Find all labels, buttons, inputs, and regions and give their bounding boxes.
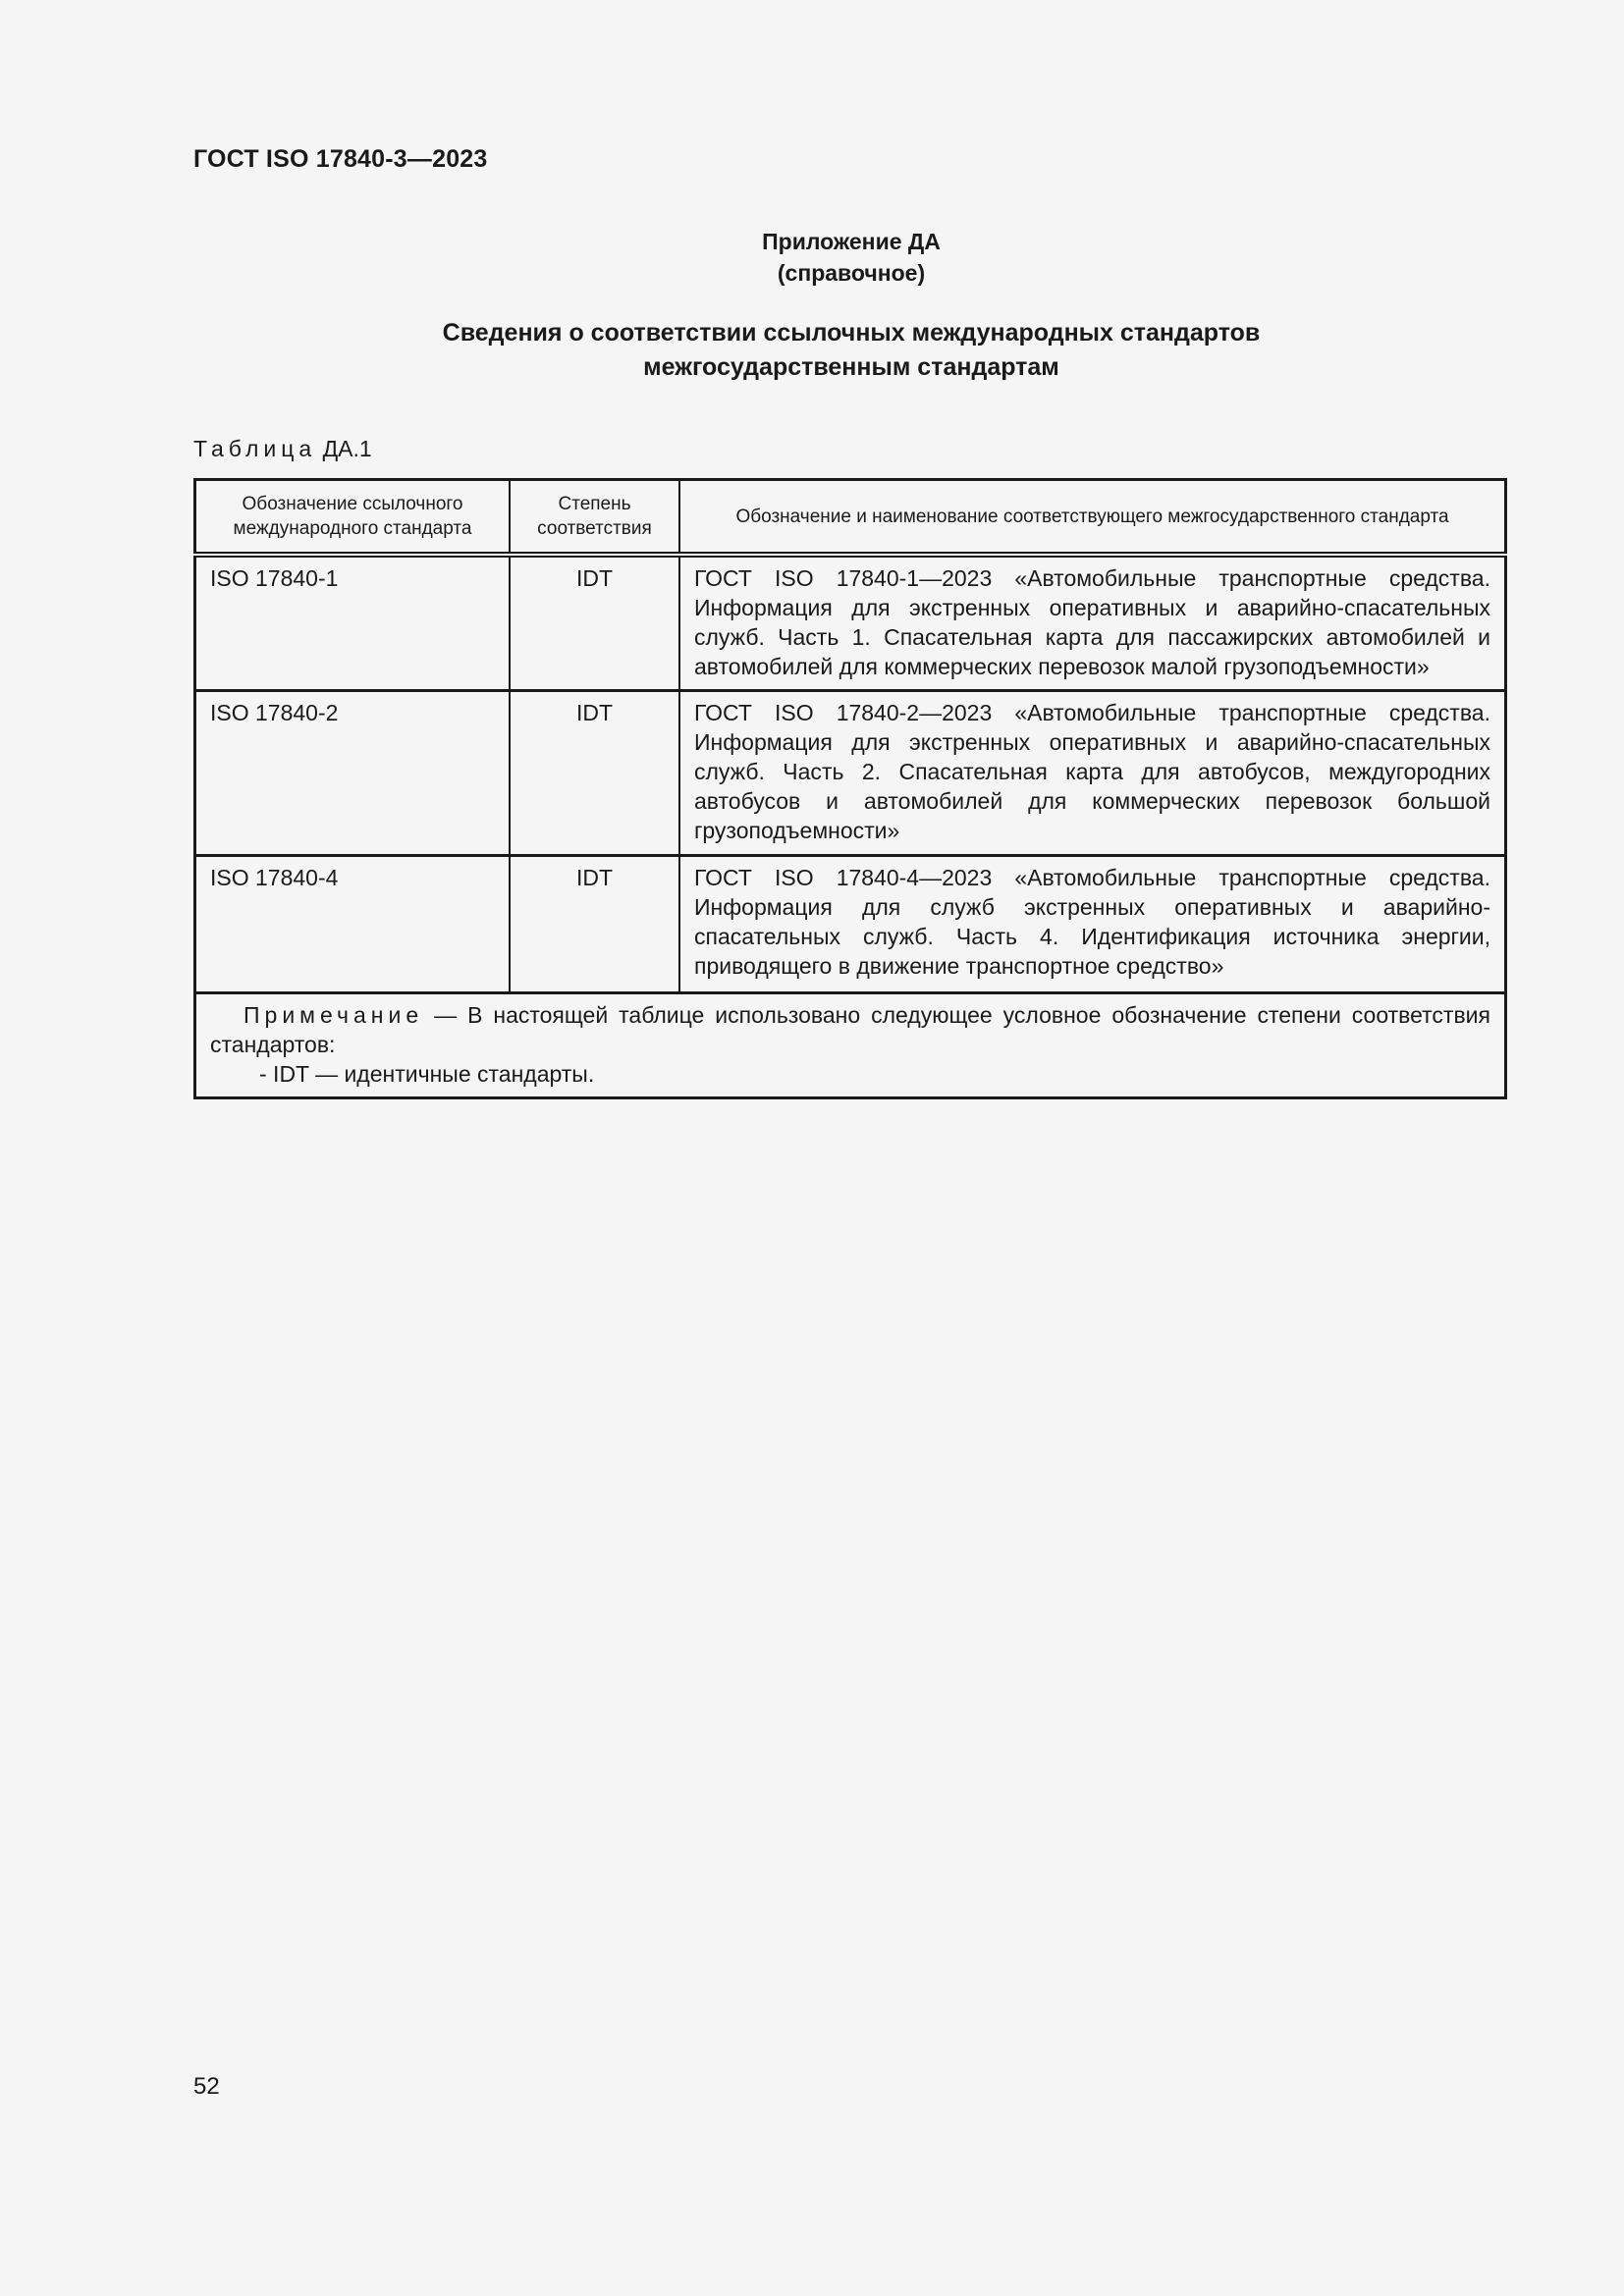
table-caption [193, 436, 372, 462]
column-header-international: Обозначение ссылочного международного стандарта [195, 480, 511, 556]
table-note [195, 993, 1506, 1098]
reference-standards-table [193, 478, 1507, 1099]
table-caption-number: ДА.1 [322, 436, 372, 461]
cell-interstate: ГОСТ ISO 17840-4—2023 «Автомобильные транспортные средства. Информация для служб экстренных оперативных и аварийно-спасательных служб. Часть 4. Идентификация источника энергии, приводящего в движение транспортное средство» [679, 856, 1506, 993]
cell-interstate: ГОСТ ISO 17840-1—2023 «Автомобильные транспортные средства. Информация для экстренных оперативных и аварийно-спасательных служб. Часть 1. Спасательная карта для пассажирских автомобилей и автомобилей для коммерческих перевозок малой грузоподъемности» [679, 555, 1506, 691]
table-header-row [195, 480, 1506, 556]
cell-international: ISO 17840-1 [195, 555, 511, 691]
table-note-row [195, 993, 1506, 1098]
table-row [195, 691, 1506, 856]
annex-title [0, 316, 1624, 385]
annex-label: Приложение ДА [762, 229, 941, 254]
note-item: - IDT — идентичные стандарты. [259, 1061, 595, 1087]
annex-heading [0, 226, 1624, 289]
table-row [195, 856, 1506, 993]
annex-title-line1: Сведения о соответствии ссылочных международных стандартов [442, 319, 1261, 347]
cell-international: ISO 17840-4 [195, 856, 511, 993]
column-header-degree: Степень соответствия [510, 480, 679, 556]
column-header-interstate: Обозначение и наименование соответствующего межгосударственного стандарта [679, 480, 1506, 556]
annex-title-line2: межгосударственным стандартам [643, 353, 1059, 381]
cell-degree: IDT [510, 555, 679, 691]
note-text: — В настоящей таблице использовано следующее условное обозначение степени соответствия стандартов: [210, 1002, 1490, 1057]
cell-degree: IDT [510, 856, 679, 993]
table-row [195, 555, 1506, 691]
cell-international: ISO 17840-2 [195, 691, 511, 856]
cell-interstate: ГОСТ ISO 17840-2—2023 «Автомобильные транспортные средства. Информация для экстренных оперативных и аварийно-спасательных служб. Часть 2. Спасательная карта для автобусов, междугородних автобусов и автомобилей для коммерческих перевозок большой грузоподъемности» [679, 691, 1506, 856]
cell-degree: IDT [510, 691, 679, 856]
page-number: 52 [193, 2073, 220, 2100]
table-caption-word: Таблица [193, 436, 317, 461]
annex-status: (справочное) [777, 260, 926, 286]
document-code: ГОСТ ISO 17840-3—2023 [193, 145, 488, 173]
note-label: Примечание [244, 1002, 424, 1028]
